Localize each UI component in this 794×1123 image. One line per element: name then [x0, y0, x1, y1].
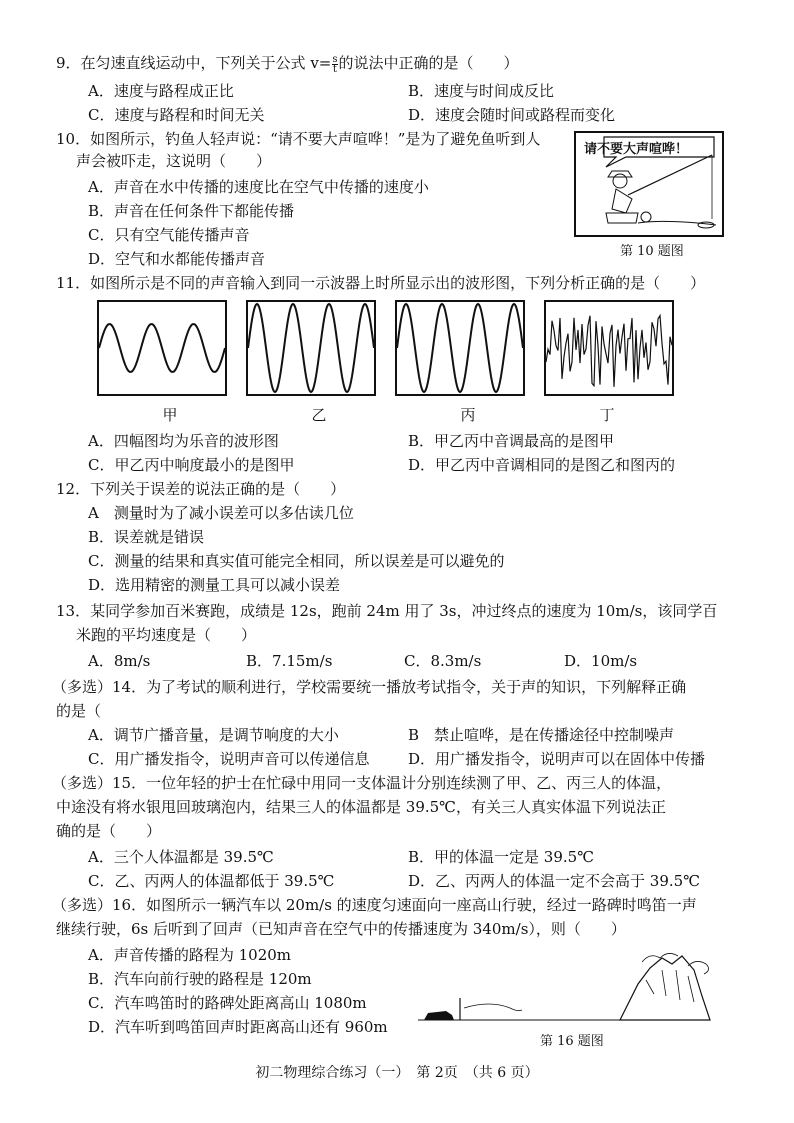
q14-option-a: A．调节广播音量，是调节响度的大小: [88, 726, 339, 744]
q14-option-b: B 禁止喧哗，是在传播途径中控制噪声: [408, 726, 675, 744]
q9-option-b: B．速度与时间成反比: [408, 82, 555, 100]
q13-option-d: D．10m/s: [564, 652, 638, 670]
q16-option-c: C．汽车鸣笛时的路碑处距离高山 1080m: [88, 994, 367, 1012]
q15-option-a: A．三个人体温都是 39.5℃: [88, 848, 274, 866]
q13-stem-line1: 13．某同学参加百米赛跑，成绩是 12s，跑前 24m 用了 3s，冲过终点的速度为 10m/s，该同学百: [56, 602, 718, 620]
q9-frac-num: s: [332, 53, 338, 65]
q16-option-a: A．声音传播的路程为 1020m: [88, 946, 291, 964]
waveform-label-yi: 乙: [311, 406, 327, 424]
q10-speech-bubble-text: 请不要大声喧哗！: [584, 142, 689, 157]
q16-stem-line1: （多选）16．如图所示一辆汽车以 20m/s 的速度匀速面向一座高山行驶，经过一路碑时鸣笛一声: [52, 896, 697, 914]
q13-option-a: A．8m/s: [88, 652, 151, 670]
q14-stem-line2: 的是（: [56, 702, 102, 720]
q16-figure-caption: 第 16 题图: [540, 1034, 604, 1049]
q16-car-mountain-figure: [410, 936, 720, 1032]
q13-option-c: C．8.3m/s: [404, 652, 482, 670]
q9-frac-den: t: [332, 63, 337, 75]
q12-option-a: A 测量时为了减小误差可以多估读几位: [88, 504, 354, 522]
q14-option-c: C．用广播发指令，说明声音可以传递信息: [88, 750, 370, 768]
q10-stem-line1: 10．如图所示，钓鱼人轻声说：“请不要大声喧哗！”是为了避免鱼听到人: [56, 130, 541, 148]
q12-stem: 12．下列关于误差的说法正确的是（ ）: [56, 480, 346, 498]
q15-option-b: B．甲的体温一定是 39.5℃: [408, 848, 594, 866]
q10-option-c: C．只有空气能传播声音: [88, 226, 250, 244]
q9-stem-before: 9．在匀速直线运动中，下列关于公式 v=: [56, 54, 332, 72]
page-footer: 初二物理综合练习（一） 第 2页 （共 6 页）: [255, 1065, 539, 1081]
q15-option-d: D．乙、丙两人的体温一定不会高于 39.5℃: [408, 872, 700, 890]
waveform-bing: [395, 300, 525, 396]
q16-stem-line2: 继续行驶，6s 后听到了回声（已知声音在空气中的传播速度为 340m/s），则（ ）: [56, 920, 626, 938]
q16-option-d: D．汽车听到鸣笛回声时距离高山还有 960m: [88, 1018, 388, 1036]
q15-stem-line2: 中途没有将水银甩回玻璃泡内，结果三人的体温都是 39.5℃，有关三人真实体温下列说法正: [56, 798, 666, 816]
q11-option-d: D．甲乙丙中音调相同的是图乙和图丙的: [408, 456, 676, 474]
waveform-yi: [246, 300, 376, 396]
q15-option-c: C．乙、丙两人的体温都低于 39.5℃: [88, 872, 335, 890]
q9-stem-after: 的说法中正确的是（ ）: [338, 54, 519, 72]
q9-fraction: [332, 55, 337, 74]
q9-option-d: D．速度会随时间或路程而变化: [408, 106, 616, 124]
q15-stem-line1: （多选）15．一位年轻的护士在忙碌中用同一支体温计分别连续测了甲、乙、丙三人的体温，: [52, 774, 672, 792]
q10-stem-line2: 声会被吓走，这说明（ ）: [76, 152, 272, 170]
waveform-ding: [544, 300, 674, 396]
q10-option-a: A．声音在水中传播的速度比在空气中传播的速度小: [88, 178, 429, 196]
q10-option-d: D．空气和水都能传播声音: [88, 250, 266, 268]
q16-option-b: B．汽车向前行驶的路程是 120m: [88, 970, 312, 988]
q10-option-b: B．声音在任何条件下都能传播: [88, 202, 295, 220]
q10-figure: [574, 131, 724, 237]
q12-option-d: D．选用精密的测量工具可以减小误差: [88, 576, 341, 594]
q13-option-b: B．7.15m/s: [246, 652, 333, 670]
waveform-label-ding: 丁: [599, 406, 615, 424]
q12-option-b: B．误差就是错误: [88, 528, 205, 546]
car-icon: [424, 1011, 454, 1020]
waveform-label-jia: 甲: [162, 406, 178, 424]
q11-stem: 11．如图所示是不同的声音输入到同一示波器上时所显示出的波形图，下列分析正确的是（ ）: [56, 274, 706, 292]
q14-option-d: D．用广播发指令，说明声可以在固体中传播: [408, 750, 706, 768]
q9-option-c: C．速度与路程和时间无关: [88, 106, 265, 124]
q9-stem: [56, 52, 519, 74]
q14-stem-line1: （多选）14．为了考试的顺利进行，学校需要统一播放考试指令，关于声的知识，下列解释正确: [52, 678, 687, 696]
q11-option-c: C．甲乙丙中响度最小的是图甲: [88, 456, 295, 474]
q10-figure-caption: 第 10 题图: [620, 244, 684, 259]
q9-option-a: A．速度与路程成正比: [88, 82, 234, 100]
q11-option-a: A．四幅图均为乐音的波形图: [88, 432, 279, 450]
q15-stem-line3: 确的是（ ）: [56, 822, 162, 840]
waveform-jia: [97, 300, 227, 396]
waveform-label-bing: 丙: [460, 406, 476, 424]
q12-option-c: C．测量的结果和真实值可能完全相同，所以误差是可以避免的: [88, 552, 505, 570]
q11-option-b: B．甲乙丙中音调最高的是图甲: [408, 432, 615, 450]
q13-stem-line2: 米跑的平均速度是（ ）: [76, 626, 257, 644]
